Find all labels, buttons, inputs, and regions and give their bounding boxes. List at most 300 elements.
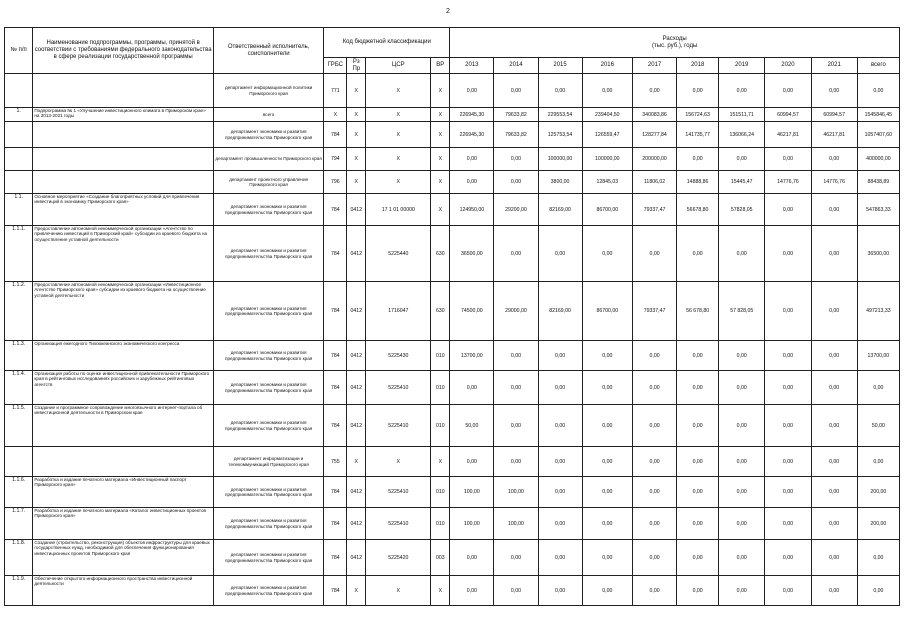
row-csr: 5225440: [366, 226, 431, 282]
row-name: Основное мероприятие «Создание благоприятных условий для привлечения инвестиций в экономику Приморского края»: [33, 194, 214, 226]
row-year-value: 0,00: [582, 477, 632, 508]
row-year-value: 0,00: [765, 540, 811, 576]
row-name: Предоставление автономной некоммерческой организации «Инвестиционное Агентство Приморского края» субсидии из краевого бюджета на осуществление уставной деятельности: [33, 282, 214, 341]
row-year-value: 0,00: [719, 405, 765, 447]
row-year-value: 100,00: [494, 508, 538, 540]
row-rzpr: 0412: [347, 226, 366, 282]
page-number: 2: [446, 8, 450, 15]
row-rzpr: X: [347, 122, 366, 148]
row-year-value: 0,00: [765, 508, 811, 540]
row-year-value: 0,00: [582, 74, 632, 108]
row-year-value: 0,00: [494, 576, 538, 606]
row-rzpr: 0412: [347, 540, 366, 576]
row-year-value: 100,00: [450, 508, 494, 540]
row-total: 200,00: [857, 477, 899, 508]
row-year-value: 0,00: [765, 148, 811, 171]
row-year-value: 79633,82: [494, 122, 538, 148]
row-number: [5, 74, 33, 108]
row-year-value: 0,00: [765, 371, 811, 405]
row-year-value: 229553,54: [538, 108, 582, 122]
row-year-value: 50,00: [450, 405, 494, 447]
row-csr: X: [366, 447, 431, 477]
row-year-value: 60994,57: [811, 108, 857, 122]
row-year-value: 46217,81: [765, 122, 811, 148]
row-vr: X: [431, 576, 450, 606]
row-year-value: 126559,47: [582, 122, 632, 148]
row-year-value: 0,00: [765, 576, 811, 606]
row-year-value: 0,00: [494, 447, 538, 477]
row-total: 0,00: [857, 447, 899, 477]
row-year-value: 0,00: [538, 576, 582, 606]
row-name: Разработка и издание печатного материала «Инвестиционный паспорт Приморского края»: [33, 477, 214, 508]
row-year-value: 0,00: [633, 405, 677, 447]
row-year-value: 13700,00: [450, 341, 494, 371]
row-rzpr: X: [347, 108, 366, 122]
table-row: [5, 108, 900, 122]
row-total: 0,00: [857, 371, 899, 405]
row-csr: 5225410: [366, 405, 431, 447]
row-grbs: 784: [324, 122, 347, 148]
row-year-value: 0,00: [494, 171, 538, 194]
header-total: всего: [857, 58, 899, 74]
row-year-value: 0,00: [633, 576, 677, 606]
row-year-value: 57828,05: [719, 194, 765, 226]
row-year-value: 0,00: [450, 540, 494, 576]
row-year-value: 0,00: [677, 74, 719, 108]
row-year-value: 29200,00: [494, 194, 538, 226]
row-responsible: всего: [213, 108, 323, 122]
row-grbs: 784: [324, 194, 347, 226]
row-rzpr: X: [347, 74, 366, 108]
row-rzpr: 0412: [347, 405, 366, 447]
row-csr: 17 1 01 00000: [366, 194, 431, 226]
row-year-value: 0,00: [765, 447, 811, 477]
header-year: 2017: [633, 58, 677, 74]
row-year-value: 74500,00: [450, 282, 494, 341]
row-year-value: 0,00: [450, 447, 494, 477]
row-name: Организация ежегодного Тихоокеанского экономического конгресса: [33, 341, 214, 371]
row-vr: 010: [431, 477, 450, 508]
row-year-value: 57 828,05: [719, 282, 765, 341]
row-name: [33, 148, 214, 171]
row-name: Предоставление автономной некоммерческой организации «Агентство по привлечению инвестиций в Приморский край» субсидии из краевого бюджета на осуществление уставной деятельности: [33, 226, 214, 282]
row-total: 1057407,60: [857, 122, 899, 148]
row-year-value: 200000,00: [633, 148, 677, 171]
row-year-value: 0,00: [582, 540, 632, 576]
row-total: 1545846,45: [857, 108, 899, 122]
row-year-value: 0,00: [450, 148, 494, 171]
row-year-value: 36500,00: [450, 226, 494, 282]
row-vr: 010: [431, 371, 450, 405]
row-year-value: 0,00: [538, 447, 582, 477]
row-year-value: 0,00: [538, 508, 582, 540]
row-name: Обеспечение открытого информационного пространства инвестиционной деятельности: [33, 576, 214, 606]
row-responsible: департамент экономики и развития предпринимательства Приморского края: [213, 477, 323, 508]
row-name: [33, 122, 214, 148]
row-grbs: 796: [324, 171, 347, 194]
row-name: [33, 447, 214, 477]
header-year: 2014: [494, 58, 538, 74]
row-year-value: 0,00: [633, 508, 677, 540]
header-year: 2019: [719, 58, 765, 74]
row-year-value: 29000,00: [494, 282, 538, 341]
row-year-value: 0,00: [765, 194, 811, 226]
table-row: [5, 405, 900, 447]
row-vr: X: [431, 194, 450, 226]
row-rzpr: X: [347, 447, 366, 477]
row-year-value: 0,00: [582, 447, 632, 477]
row-vr: 010: [431, 508, 450, 540]
header-expenses: Расходы (тыс. руб.), годы: [450, 28, 900, 58]
row-responsible: департамент информатизации и телекоммуникаций Приморского края: [213, 447, 323, 477]
row-year-value: 0,00: [677, 405, 719, 447]
row-year-value: 0,00: [582, 405, 632, 447]
row-vr: X: [431, 108, 450, 122]
row-year-value: 0,00: [811, 74, 857, 108]
row-year-value: 0,00: [633, 341, 677, 371]
row-year-value: 0,00: [494, 371, 538, 405]
row-grbs: 784: [324, 341, 347, 371]
row-responsible: департамент экономики и развития предпринимательства Приморского края: [213, 226, 323, 282]
row-year-value: 0,00: [811, 508, 857, 540]
row-year-value: 0,00: [677, 508, 719, 540]
row-rzpr: 0412: [347, 371, 366, 405]
row-total: 0,00: [857, 576, 899, 606]
row-year-value: 60994,57: [765, 108, 811, 122]
row-year-value: 0,00: [538, 371, 582, 405]
row-vr: X: [431, 74, 450, 108]
row-total: 13700,00: [857, 341, 899, 371]
row-year-value: 151511,71: [719, 108, 765, 122]
row-grbs: 755: [324, 447, 347, 477]
header-name: Наименование подпрограммы, программы, принятой в соответствии с требованиями федерального законодательства в сфере реализации государственной программы: [33, 28, 214, 74]
row-rzpr: X: [347, 576, 366, 606]
row-vr: X: [431, 171, 450, 194]
row-responsible: департамент экономики и развития предпринимательства Приморского края: [213, 122, 323, 148]
row-grbs: 784: [324, 540, 347, 576]
row-rzpr: 0412: [347, 508, 366, 540]
row-name: [33, 171, 214, 194]
row-vr: 003: [431, 540, 450, 576]
row-year-value: 0,00: [538, 477, 582, 508]
row-responsible: департамент экономики и развития предпринимательства Приморского края: [213, 194, 323, 226]
table-row: [5, 447, 900, 477]
row-year-value: 0,00: [811, 447, 857, 477]
row-total: 400000,00: [857, 148, 899, 171]
row-total: 0,00: [857, 74, 899, 108]
table-row: [5, 148, 900, 171]
row-year-value: 0,00: [811, 540, 857, 576]
row-year-value: 0,00: [719, 226, 765, 282]
row-grbs: 771: [324, 74, 347, 108]
row-csr: X: [366, 576, 431, 606]
row-number: 1.: [5, 108, 33, 122]
row-year-value: 0,00: [719, 371, 765, 405]
row-vr: X: [431, 122, 450, 148]
row-year-value: 82169,00: [538, 282, 582, 341]
row-vr: 010: [431, 341, 450, 371]
row-year-value: 56 678,80: [677, 282, 719, 341]
table-row: [5, 508, 900, 540]
row-vr: 630: [431, 226, 450, 282]
row-responsible: департамент экономики и развития предпринимательства Приморского края: [213, 371, 323, 405]
row-year-value: 0,00: [538, 405, 582, 447]
row-number: [5, 171, 33, 194]
table-row: [5, 576, 900, 606]
row-year-value: 79633,82: [494, 108, 538, 122]
row-grbs: 784: [324, 226, 347, 282]
row-year-value: 0,00: [719, 148, 765, 171]
row-csr: 1716047: [366, 282, 431, 341]
row-year-value: 0,00: [538, 540, 582, 576]
row-number: 1.1.4.: [5, 371, 33, 405]
row-responsible: департамент проектного управления Приморского края: [213, 171, 323, 194]
table-row: [5, 371, 900, 405]
row-name: Организация работы по оценке инвестиционной привлекательности Приморского края в рейтинговых исследованиях российских и зарубежных рейтинговых агентств: [33, 371, 214, 405]
row-year-value: 0,00: [677, 371, 719, 405]
row-year-value: 0,00: [719, 540, 765, 576]
row-year-value: 100000,00: [538, 148, 582, 171]
row-number: 1.1.8.: [5, 540, 33, 576]
row-year-value: 0,00: [811, 371, 857, 405]
row-year-value: 0,00: [677, 447, 719, 477]
row-year-value: 0,00: [450, 371, 494, 405]
row-responsible: департамент экономики и развития предпринимательства Приморского края: [213, 508, 323, 540]
row-year-value: 0,00: [450, 576, 494, 606]
header-year: 2015: [538, 58, 582, 74]
row-year-value: 56678,80: [677, 194, 719, 226]
row-year-value: 15445,47: [719, 171, 765, 194]
row-number: 1.1.3.: [5, 341, 33, 371]
row-responsible: департамент экономики и развития предпринимательства Приморского края: [213, 540, 323, 576]
row-total: 547863,33: [857, 194, 899, 226]
row-year-value: 156724,63: [677, 108, 719, 122]
row-year-value: 239404,50: [582, 108, 632, 122]
row-rzpr: X: [347, 148, 366, 171]
row-year-value: 0,00: [494, 405, 538, 447]
row-number: 1.1.6.: [5, 477, 33, 508]
row-responsible: департамент информационной политики Приморского края: [213, 74, 323, 108]
row-number: 1.1.: [5, 194, 33, 226]
row-rzpr: 0412: [347, 477, 366, 508]
row-year-value: 0,00: [811, 148, 857, 171]
row-grbs: 794: [324, 148, 347, 171]
row-year-value: 0,00: [765, 341, 811, 371]
row-grbs: 784: [324, 371, 347, 405]
row-rzpr: X: [347, 171, 366, 194]
row-year-value: 128277,84: [633, 122, 677, 148]
row-csr: X: [366, 74, 431, 108]
row-year-value: 0,00: [633, 226, 677, 282]
row-year-value: 0,00: [582, 371, 632, 405]
row-name: Подпрограмма № 1 «Улучшение инвестиционного климата в Приморском крае» на 2013-2021 годы: [33, 108, 214, 122]
row-csr: X: [366, 148, 431, 171]
row-year-value: 124950,00: [450, 194, 494, 226]
row-csr: X: [366, 108, 431, 122]
row-year-value: 0,00: [633, 540, 677, 576]
row-year-value: 0,00: [811, 405, 857, 447]
header-kbk: Код бюджетной классификации: [324, 28, 450, 58]
row-year-value: 0,00: [811, 341, 857, 371]
row-responsible: департамент экономики и развития предпринимательства Приморского края: [213, 282, 323, 341]
row-year-value: 0,00: [765, 477, 811, 508]
row-year-value: 100,00: [494, 477, 538, 508]
row-year-value: 0,00: [450, 171, 494, 194]
row-grbs: 784: [324, 576, 347, 606]
table-row: [5, 282, 900, 341]
row-total: 200,00: [857, 508, 899, 540]
row-year-value: 0,00: [811, 576, 857, 606]
row-year-value: 0,00: [677, 477, 719, 508]
row-year-value: 0,00: [677, 576, 719, 606]
row-year-value: 0,00: [719, 341, 765, 371]
row-responsible: департамент экономики и развития предпринимательства Приморского края: [213, 576, 323, 606]
row-responsible: департамент экономики и развития предпринимательства Приморского края: [213, 405, 323, 447]
row-csr: 5225410: [366, 371, 431, 405]
row-year-value: 0,00: [494, 341, 538, 371]
row-year-value: 0,00: [582, 226, 632, 282]
row-year-value: 0,00: [450, 74, 494, 108]
row-year-value: 0,00: [719, 508, 765, 540]
row-vr: 630: [431, 282, 450, 341]
row-name: Разработка и издание печатного материала «Каталог инвестиционных проектов Приморского края»: [33, 508, 214, 540]
row-responsible: департамент промышленности Приморского края: [213, 148, 323, 171]
table-row: [5, 171, 900, 194]
row-number: 1.1.2.: [5, 282, 33, 341]
row-year-value: 0,00: [719, 74, 765, 108]
row-rzpr: 0412: [347, 194, 366, 226]
row-name: [33, 74, 214, 108]
row-number: 1.1.5.: [5, 405, 33, 447]
row-name: Создание и программное сопровождение многоязычного интернет-портала об инвестиционной деятельности в Приморском крае: [33, 405, 214, 447]
row-year-value: 3800,00: [538, 171, 582, 194]
row-year-value: 0,00: [538, 74, 582, 108]
row-csr: 5225430: [366, 341, 431, 371]
header-year: 2020: [765, 58, 811, 74]
row-year-value: 0,00: [811, 282, 857, 341]
row-year-value: 86700,00: [582, 282, 632, 341]
header-rzpr: Рз Пр: [347, 58, 366, 74]
row-year-value: 141735,77: [677, 122, 719, 148]
row-year-value: 79337,47: [633, 282, 677, 341]
row-year-value: 0,00: [765, 405, 811, 447]
header-year: 2018: [677, 58, 719, 74]
row-year-value: 0,00: [811, 477, 857, 508]
row-year-value: 14888,86: [677, 171, 719, 194]
row-year-value: 0,00: [538, 226, 582, 282]
header-csr: ЦСР: [366, 58, 431, 74]
row-year-value: 0,00: [494, 226, 538, 282]
header-vr: ВР: [431, 58, 450, 74]
row-grbs: 784: [324, 282, 347, 341]
row-year-value: 100,00: [450, 477, 494, 508]
row-year-value: 0,00: [582, 508, 632, 540]
row-year-value: 340083,86: [633, 108, 677, 122]
row-total: 88438,89: [857, 171, 899, 194]
row-year-value: 0,00: [677, 540, 719, 576]
row-year-value: 0,00: [633, 447, 677, 477]
row-year-value: 136066,24: [719, 122, 765, 148]
row-number: 1.1.9.: [5, 576, 33, 606]
row-year-value: 0,00: [494, 540, 538, 576]
table-row: [5, 74, 900, 108]
row-rzpr: 0412: [347, 341, 366, 371]
row-name: Создание (строительство, реконструкция) объектов инфраструктуры для краевых государственных нужд, необходимой для обеспечения функционирования инвестиционных проектов Приморского края: [33, 540, 214, 576]
row-year-value: 0,00: [494, 148, 538, 171]
row-number: [5, 447, 33, 477]
row-year-value: 0,00: [765, 226, 811, 282]
table-row: [5, 477, 900, 508]
header-year: 2013: [450, 58, 494, 74]
row-year-value: 0,00: [633, 371, 677, 405]
header-year: 2021: [811, 58, 857, 74]
row-year-value: 0,00: [765, 74, 811, 108]
row-year-value: 79337,47: [633, 194, 677, 226]
row-grbs: X: [324, 108, 347, 122]
row-rzpr: 0412: [347, 282, 366, 341]
row-year-value: 125753,54: [538, 122, 582, 148]
row-year-value: 226945,30: [450, 108, 494, 122]
row-year-value: 0,00: [811, 226, 857, 282]
table-row: [5, 226, 900, 282]
row-year-value: 14776,76: [811, 171, 857, 194]
row-csr: X: [366, 122, 431, 148]
row-csr: 5225420: [366, 540, 431, 576]
row-total: 36500,00: [857, 226, 899, 282]
row-year-value: 0,00: [538, 341, 582, 371]
row-csr: 5225410: [366, 508, 431, 540]
row-year-value: 0,00: [677, 341, 719, 371]
row-year-value: 0,00: [719, 447, 765, 477]
row-grbs: 784: [324, 508, 347, 540]
row-year-value: 12845,03: [582, 171, 632, 194]
row-year-value: 0,00: [494, 74, 538, 108]
row-year-value: 0,00: [719, 576, 765, 606]
row-year-value: 0,00: [633, 477, 677, 508]
row-csr: 5225410: [366, 477, 431, 508]
row-year-value: 86700,00: [582, 194, 632, 226]
row-number: 1.1.7.: [5, 508, 33, 540]
row-number: [5, 148, 33, 171]
row-year-value: 14776,76: [765, 171, 811, 194]
header-grbs: ГРБС: [324, 58, 347, 74]
row-year-value: 0,00: [811, 194, 857, 226]
header-num: № п/п: [5, 28, 33, 74]
row-year-value: 0,00: [582, 341, 632, 371]
budget-table: [4, 27, 900, 606]
row-csr: X: [366, 171, 431, 194]
row-year-value: 0,00: [633, 74, 677, 108]
row-number: 1.1.1.: [5, 226, 33, 282]
row-vr: X: [431, 447, 450, 477]
header-year: 2016: [582, 58, 632, 74]
row-total: 0,00: [857, 540, 899, 576]
row-grbs: 784: [324, 405, 347, 447]
row-grbs: 784: [324, 477, 347, 508]
table-row: [5, 341, 900, 371]
row-vr: 010: [431, 405, 450, 447]
table-row: [5, 122, 900, 148]
row-total: 497213,33: [857, 282, 899, 341]
row-year-value: 46217,81: [811, 122, 857, 148]
row-year-value: 226945,30: [450, 122, 494, 148]
row-year-value: 0,00: [765, 282, 811, 341]
row-total: 50,00: [857, 405, 899, 447]
row-year-value: 100000,00: [582, 148, 632, 171]
row-year-value: 0,00: [582, 576, 632, 606]
table-row: [5, 540, 900, 576]
row-year-value: 82169,00: [538, 194, 582, 226]
